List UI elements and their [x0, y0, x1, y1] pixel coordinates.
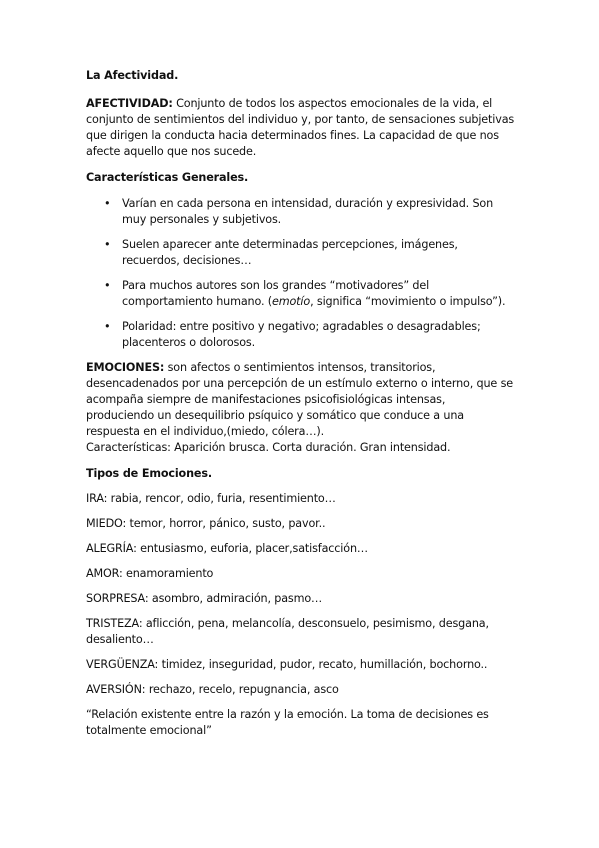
afectividad-text: Conjunto de todos los aspectos emocionales de la vida, el conjunto de sentimientos del individuo y, por tanto, de sensaciones subjetivas que dirigen la conducta hacia determinados fines. La capacidad de que nos afecte aquello que nos sucede. [86, 97, 515, 158]
caracteristicas-list [86, 196, 516, 351]
bullet-icon: • [104, 238, 111, 251]
list-item [86, 319, 516, 351]
emotion-type-miedo: MIEDO: temor, horror, pánico, susto, pavor.. [86, 517, 326, 530]
list-item-text: Polaridad: entre positivo y negativo; agradables o desagradables; placenteros o dolorosos. [122, 320, 481, 349]
bullet-icon: • [104, 197, 111, 210]
emotion-type-alegria: ALEGRÍA: entusiasmo, euforia, placer,satisfacción… [86, 542, 368, 555]
list-item-text: Varían en cada persona en intensidad, duración y expresividad. Son muy personales y subjetivos. [122, 197, 494, 226]
list-item-text-a: Para muchos autores son los grandes “motivadores” del comportamiento humano. ( [122, 279, 430, 308]
afectividad-term: AFECTIVIDAD: [86, 97, 173, 110]
bullet-icon: • [104, 320, 111, 333]
emociones-text: son afectos o sentimientos intensos, transitorios, desencadenados por una percepción de un estímulo externo o interno, que se acompaña siempre de manifestaciones psicofisiológicas intensas, produciendo un desequilibrio psíquico y somático que conduce a una respuesta en el individuo,(miedo, cólera…). [86, 361, 513, 438]
tipos-list [86, 491, 516, 698]
emotion-type-verguenza: VERGÜENZA: timidez, inseguridad, pudor, recato, humillación, bochorno.. [86, 658, 488, 671]
emociones-definition [86, 360, 516, 440]
list-item [86, 237, 516, 269]
emociones-term: EMOCIONES: [86, 361, 165, 374]
emociones-caracteristicas: Características: Aparición brusca. Corta duración. Gran intensidad. [86, 441, 451, 454]
emotion-type-aversion: AVERSIÓN: rechazo, recelo, repugnancia, asco [86, 683, 339, 696]
list-item [86, 196, 516, 228]
list-item [86, 278, 516, 310]
emotion-type-sorpresa: SORPRESA: asombro, admiración, pasmo… [86, 592, 323, 605]
tipos-heading: Tipos de Emociones. [86, 467, 212, 480]
list-item-text: Suelen aparecer ante determinadas percepciones, imágenes, recuerdos, decisiones… [122, 238, 458, 267]
document-page [86, 68, 516, 739]
emotion-type-amor: AMOR: enamoramiento [86, 567, 214, 580]
bullet-icon: • [104, 279, 111, 292]
afectividad-definition [86, 96, 516, 160]
emotion-type-tristeza: TRISTEZA: aflicción, pena, melancolía, desconsuelo, pesimismo, desgana, desaliento… [86, 617, 489, 646]
list-item-text-b: , significa “movimiento o impulso”). [310, 295, 506, 308]
closing-quote: “Relación existente entre la razón y la emoción. La toma de decisiones es totalmente emocional” [86, 708, 489, 737]
emotion-type-ira: IRA: rabia, rencor, odio, furia, resentimiento… [86, 492, 336, 505]
caracteristicas-heading: Características Generales. [86, 171, 249, 184]
list-item-emphasis: emotío [272, 295, 311, 308]
page-title: La Afectividad. [86, 69, 179, 82]
